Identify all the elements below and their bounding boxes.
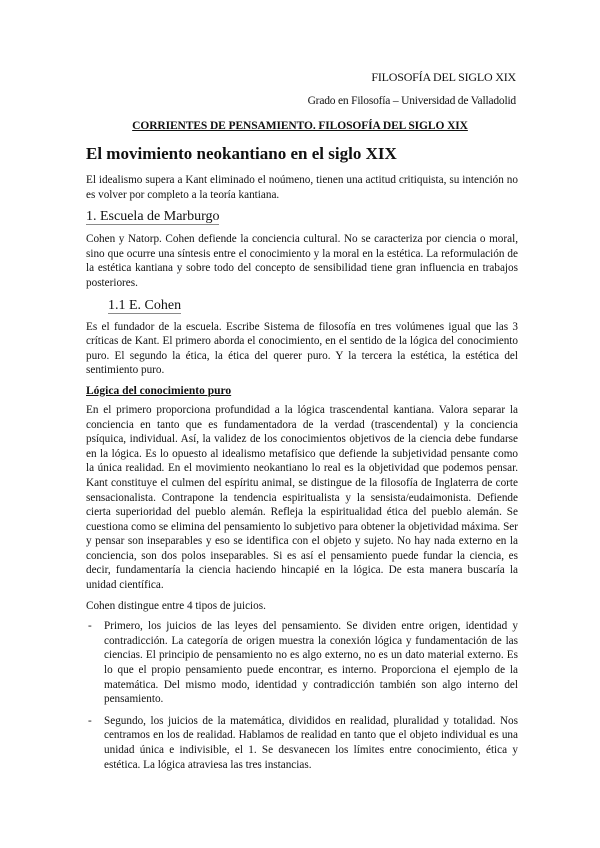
logica-paragraph: En el primero proporciona profundidad a la lógica trascendental kantiana. Valora separar la conciencia en tanto que es fundamentadora de la verdad (trascendental) y la conciencia psíquica, individual. Así, la validez de los conocimientos objetivos de la ciencia debe fundarse en la lógica. Es lo opuesto al idealismo metafísico que defiende la subjetividad pensante como la única realidad. En el movimiento neokantiano lo real es la objetividad que podemos pensar. Kant constituye el culmen del espíritu animal, se distingue de la filosofía de Inglaterra de corte sensacionalista. Contrapone la tendencia espiritualista y la sensista/eudaimonista. Defiende cierta superioridad del pueblo alemán. Refleja la espiritualidad ética del pueblo alemán. Se cuestiona como se elimina del pensamiento lo subjetivo para obtener la objetividad máxima. Ser y pensar son inseparables y eso se identifica con el objeto y sujeto. No hay nada externo en la conciencia, son dos polos inseparables. Si es así el pensamiento puede fundar la ciencia, es decir, fundamentaría la ciencia haciendo hincapié en la lógica. De esta manera buscaría la unidad científica. bbox=[86, 403, 518, 592]
juicios-list bbox=[86, 619, 518, 772]
list-item bbox=[86, 619, 518, 707]
cohen-paragraph: Es el fundador de la escuela. Escribe Sistema de filosofía en tres volúmenes igual que las 3 críticas de Kant. El primero aborda el conocimiento, en el sentido de la lógica del conocimiento puro. El segundo la ética, la ética del querer puro. Y la tercera la estética, la estética del sentimiento puro. bbox=[86, 320, 518, 377]
list-bullet: - bbox=[88, 714, 92, 727]
list-item-text: Primero, los juicios de las leyes del pensamiento. Se dividen entre origen, identidad y contradicción. La categoría de origen muestra la conexión lógica y fundamentación de las ciencias. El principio de pensamiento no es algo externo, no es un dato material externo. Es lo que el propio pensamiento puede encontrar, es interno. Proporciona el ejemplo de la matemática. Del mismo modo, identidad y contradicción también son algo interno del pensamiento. bbox=[104, 620, 518, 706]
banner-heading: CORRIENTES DE PENSAMIENTO. FILOSOFÍA DEL SIGLO XIX bbox=[132, 120, 468, 132]
list-item bbox=[86, 714, 518, 772]
juicios-intro: Cohen distingue entre 4 tipos de juicios. bbox=[86, 599, 266, 612]
header-program: Grado en Filosofía – Universidad de Valladolid bbox=[307, 95, 516, 107]
document-title: El movimiento neokantiano en el siglo XIX bbox=[86, 144, 397, 163]
section-heading-marburgo-text: 1. Escuela de Marburgo bbox=[86, 209, 220, 225]
section-heading-marburgo bbox=[86, 208, 518, 226]
marburgo-paragraph: Cohen y Natorp. Cohen defiende la conciencia cultural. No se caracteriza por ciencia o moral, sino que ocurre una síntesis entre el conocimiento y la moral en la estética. La reformulación de la estética kantiana y sobre todo del concepto de sensibilidad tiene gran influencia en trabajos posteriores. bbox=[86, 233, 518, 289]
section-heading-cohen-text: 1.1 E. Cohen bbox=[108, 297, 182, 313]
header-course-title: FILOSOFÍA DEL SIGLO XIX bbox=[371, 70, 516, 84]
logica-heading: Lógica del conocimiento puro bbox=[86, 384, 232, 397]
intro-paragraph: El idealismo supera a Kant eliminado el noúmeno, tienen una actitud critiquista, su intención no es volver por completo a la teoría kantiana. bbox=[86, 174, 518, 201]
section-heading-cohen bbox=[108, 297, 518, 315]
document-body bbox=[86, 143, 518, 779]
list-item-text: Segundo, los juicios de la matemática, divididos en realidad, pluralidad y totalidad. Nos centramos en los de realidad. Hablamos de realidad en tanto que el objeto individual es una unidad única e indivisible, el 1. Se desvanecen los límites entre conocimiento, ética y estética. La lógica atraviesa las tres instancias. bbox=[104, 714, 518, 771]
list-bullet: - bbox=[88, 620, 92, 633]
